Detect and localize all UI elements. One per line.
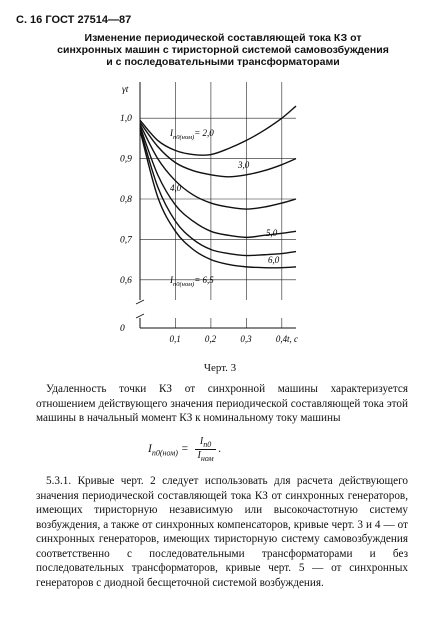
curve-label: 6,0 [268,255,280,265]
formula-lhs: I [148,443,152,456]
curve-label-symbol: I [170,275,173,285]
y-tick-label: 0,7 [120,235,132,246]
curve-label: 4,0 [170,183,182,193]
series-curve [140,126,296,237]
x-axis-label: t, c [287,334,298,344]
curve-label [169,128,214,141]
y-tick-label: 0,6 [120,275,132,286]
formula-den: I [197,450,201,461]
formula-lhs-sub: п0(ном) [151,448,178,458]
series-curve [140,122,296,177]
x-tick-label: 0,1 [169,334,181,344]
figure-title-line: синхронных машин с тиристорной системой самовозбуждения [57,44,389,56]
formula-num: I [199,436,204,447]
formula-num-sub: п0 [203,440,212,449]
curve-label: 3,0 [238,160,250,170]
paragraph-text: Удаленность точки КЗ от синхронной машины характеризуется отношением действующего значения периодической составляющей тока этой машины в начальный момент КЗ к номинальному току машины [36,383,408,424]
series-curve [140,106,296,155]
curve-label-value: = 2,0 [194,128,214,138]
curve-label-sub: п0(ном) [173,281,195,288]
formula-fraction [195,436,215,463]
chart-labels [120,85,298,344]
curve-label-value: = 6,5 [194,275,214,285]
formula-den-sub: ном [200,454,214,463]
figure-title-line: Изменение периодической составляющей тока КЗ от [84,32,362,44]
y-axis-label: γt [122,85,129,95]
paragraph-definition [36,382,408,426]
formula-end: . [215,443,222,456]
figure-title-line: и с последовательными трансформаторами [106,56,340,68]
y-tick-label: 0,8 [120,195,132,205]
chart-curves [140,106,296,268]
curve-label: 5,0 [266,228,278,238]
axis-break [136,314,144,318]
curve-label-symbol: I [170,128,173,138]
curve-label [169,275,214,288]
figure-caption: Черт. 3 [203,362,237,374]
formula-eq: = [177,443,192,456]
curve-label-sub: п0(ном) [173,134,195,141]
page-header: С. 16 ГОСТ 27514—87 [16,14,132,26]
paragraph-5-3-1 [36,474,408,590]
y-tick-label: 0,9 [120,154,132,165]
formula [148,436,221,463]
x-tick-label: 0,2 [204,334,217,344]
axis-break [136,300,144,304]
x-tick-label: 0,3 [240,334,252,344]
y-tick-label: 0 [120,324,125,334]
x-tick-label: 0,4 [275,334,288,344]
paragraph-text: 5.3.1. Кривые черт. 2 следует использовать для расчета действующего значения периодической составляющей тока КЗ от синхронных генераторов, имеющих тиристорную независимую или высокочастотную систему возбуждения, а также от синхронных компенсаторов, кривые черт. 3 и 4 — от синхронных генераторов, имеющих тиристорную систему самовозбуждения соответственно с последовательными трансформаторами и без последовательных трансформаторов, кривые черт. 5 — от синхронных генераторов с диодной бесщеточной системой возбуждения. [36,475,408,589]
series-curve [140,124,296,209]
y-tick-label: 1,0 [120,114,132,125]
